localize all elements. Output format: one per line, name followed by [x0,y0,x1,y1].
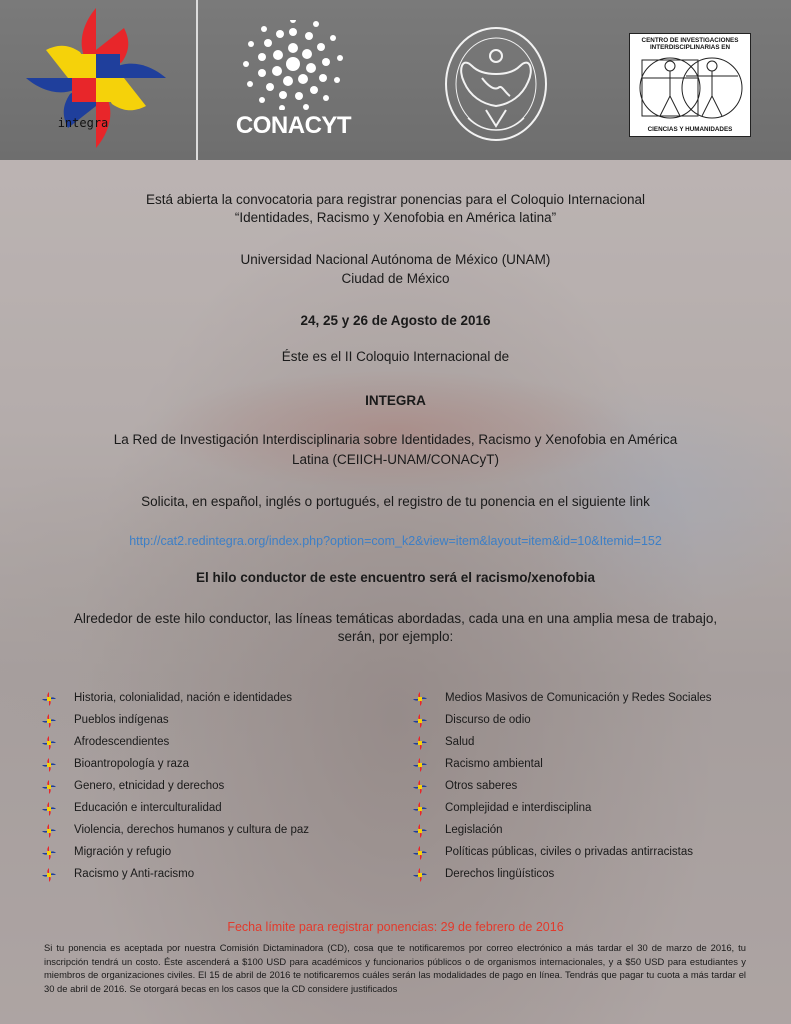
topic-list-item [42,822,372,844]
topic-list-item [413,734,753,756]
topic-label: Políticas públicas, civiles o privadas antirracistas [445,846,693,858]
topic-label: Migración y refugio [74,846,172,858]
ceiich-logo [629,33,751,137]
topic-list-item [42,844,372,866]
topic-label: Historia, colonialidad, nación e identidades [74,692,293,704]
conacyt-logo [226,20,361,145]
integra-pinwheel-icon [413,846,427,860]
topic-label: Complejidad e interdisciplina [445,802,592,814]
topic-list-item [413,844,753,866]
topic-label: Derechos lingüísticos [445,868,555,880]
topic-list-item [42,866,372,888]
unam-seal-logo [442,26,550,144]
topic-list-item [42,800,372,822]
network-name: INTEGRA [365,393,426,408]
deadline-notice: Fecha límite para registrar ponencias: 29 de febrero de 2016 [227,920,564,934]
topic-label: Salud [445,736,475,748]
integra-pinwheel-icon [42,846,56,860]
integra-pinwheel-icon [413,736,427,750]
integra-logo-label: integra [57,116,109,130]
integra-pinwheel-icon [413,758,427,772]
ceiich-logo-title: CENTRO DE INVESTIGACIONES INTERDISCIPLINARIAS EN [641,37,739,51]
conacyt-logo-label: CONACYT [235,112,352,139]
topic-label: Racismo ambiental [445,758,543,770]
integra-pinwheel-icon [413,802,427,816]
network-desc-line-1: La Red de Investigación Interdisciplinaria sobre Identidades, Racismo y Xenofobia en América [113,432,678,447]
integra-pinwheel-icon [42,780,56,794]
topic-label: Genero, etnicidad y derechos [74,780,225,792]
integra-pinwheel-icon [42,758,56,772]
event-dates: 24, 25 y 26 de Agosto de 2016 [300,313,491,328]
intro-line-2: “Identidades, Racismo y Xenofobia en América latina” [234,210,557,225]
integra-pinwheel-icon [22,4,172,154]
topic-label: Legislación [445,824,503,836]
topic-list-item [413,690,753,712]
topic-list-item [413,712,753,734]
lines-intro-line-2: serán, por ejemplo: [337,629,454,644]
topic-list-item [413,800,753,822]
topic-list-item [413,866,753,888]
integra-logo [22,4,172,154]
topic-label: Otros saberes [445,780,518,792]
main-content [0,160,791,1024]
topic-list-item [413,778,753,800]
integra-pinwheel-icon [413,868,427,882]
header-divider [196,0,198,160]
topics-left-list [42,690,372,888]
venue-line-2: Ciudad de México [341,271,450,286]
venue-line-1: Universidad Nacional Autónoma de México (UNAM) [240,252,551,267]
topic-list-item [42,778,372,800]
unam-eagle-seal-icon [442,26,550,144]
topic-label: Pueblos indígenas [74,714,169,726]
topic-list-item [42,734,372,756]
topic-list-item [42,690,372,712]
topic-list-item [413,822,753,844]
background-photo-overlay [0,160,791,1024]
topic-list-item [413,756,753,778]
integra-pinwheel-icon [42,824,56,838]
integra-pinwheel-icon [42,736,56,750]
topic-list-item [42,712,372,734]
topic-label: Discurso de odio [445,714,531,726]
integra-pinwheel-icon [413,692,427,706]
lines-intro-line-1: Alrededor de este hilo conductor, las líneas temáticas abordadas, cada una en una amplia mesa de trabajo, [73,611,718,626]
registration-request: Solicita, en español, inglés o portugués, el registro de tu ponencia en el siguiente link [141,494,650,509]
topic-label: Racismo y Anti-racismo [74,868,195,880]
topics-right-list [413,690,753,888]
integra-pinwheel-icon [42,868,56,882]
edition-line: Éste es el II Coloquio Internacional de [281,349,510,364]
topic-label: Afrodescendientes [74,736,170,748]
topic-list-item [42,756,372,778]
topic-label: Violencia, derechos humanos y cultura de paz [74,824,310,836]
topic-label: Medios Masivos de Comunicación y Redes Sociales [445,692,712,704]
integra-pinwheel-icon [42,692,56,706]
vitruvian-figures-icon [634,52,746,122]
ceiich-logo-subtitle: CIENCIAS Y HUMANIDADES [647,126,733,133]
integra-pinwheel-icon [42,714,56,728]
intro-line-1: Está abierta la convocatoria para registrar ponencias para el Coloquio Internacional [145,192,646,207]
theme-heading: El hilo conductor de este encuentro será el racismo/xenofobia [195,570,596,585]
conacyt-dots-icon [226,20,361,110]
topic-label: Bioantropología y raza [74,758,190,770]
network-desc-line-2: Latina (CEIICH-UNAM/CONACyT) [291,452,500,467]
fees-note: Si tu ponencia es aceptada por nuestra Comisión Dictaminadora (CD), cosa que te notificaremos por correo electrónico a más tardar el 30 de marzo de 2016, tu inscripción tendrá un costo. Éste ascenderá a $100 USD para académicos y funcionarios públicos o de organismos internacionales, y a $50 USD para estudiantes y miembros de organizaciones civiles. El 15 de abril de 2016 te notificaremos cuáles serán las modalidades de pago en línea. Tendrás que pagar tu cuota a más tardar el 30 de abril de 2016. Se otorgará becas en los casos que la CD considere justificados [44,942,746,994]
topic-label: Educación e interculturalidad [74,802,222,814]
header-banner [0,0,791,160]
integra-pinwheel-icon [413,780,427,794]
integra-pinwheel-icon [42,802,56,816]
integra-pinwheel-icon [413,714,427,728]
integra-pinwheel-icon [413,824,427,838]
registration-link[interactable]: http://cat2.redintegra.org/index.php?option=com_k2&view=item&layout=item&id=10&Itemid=152 [129,534,662,548]
